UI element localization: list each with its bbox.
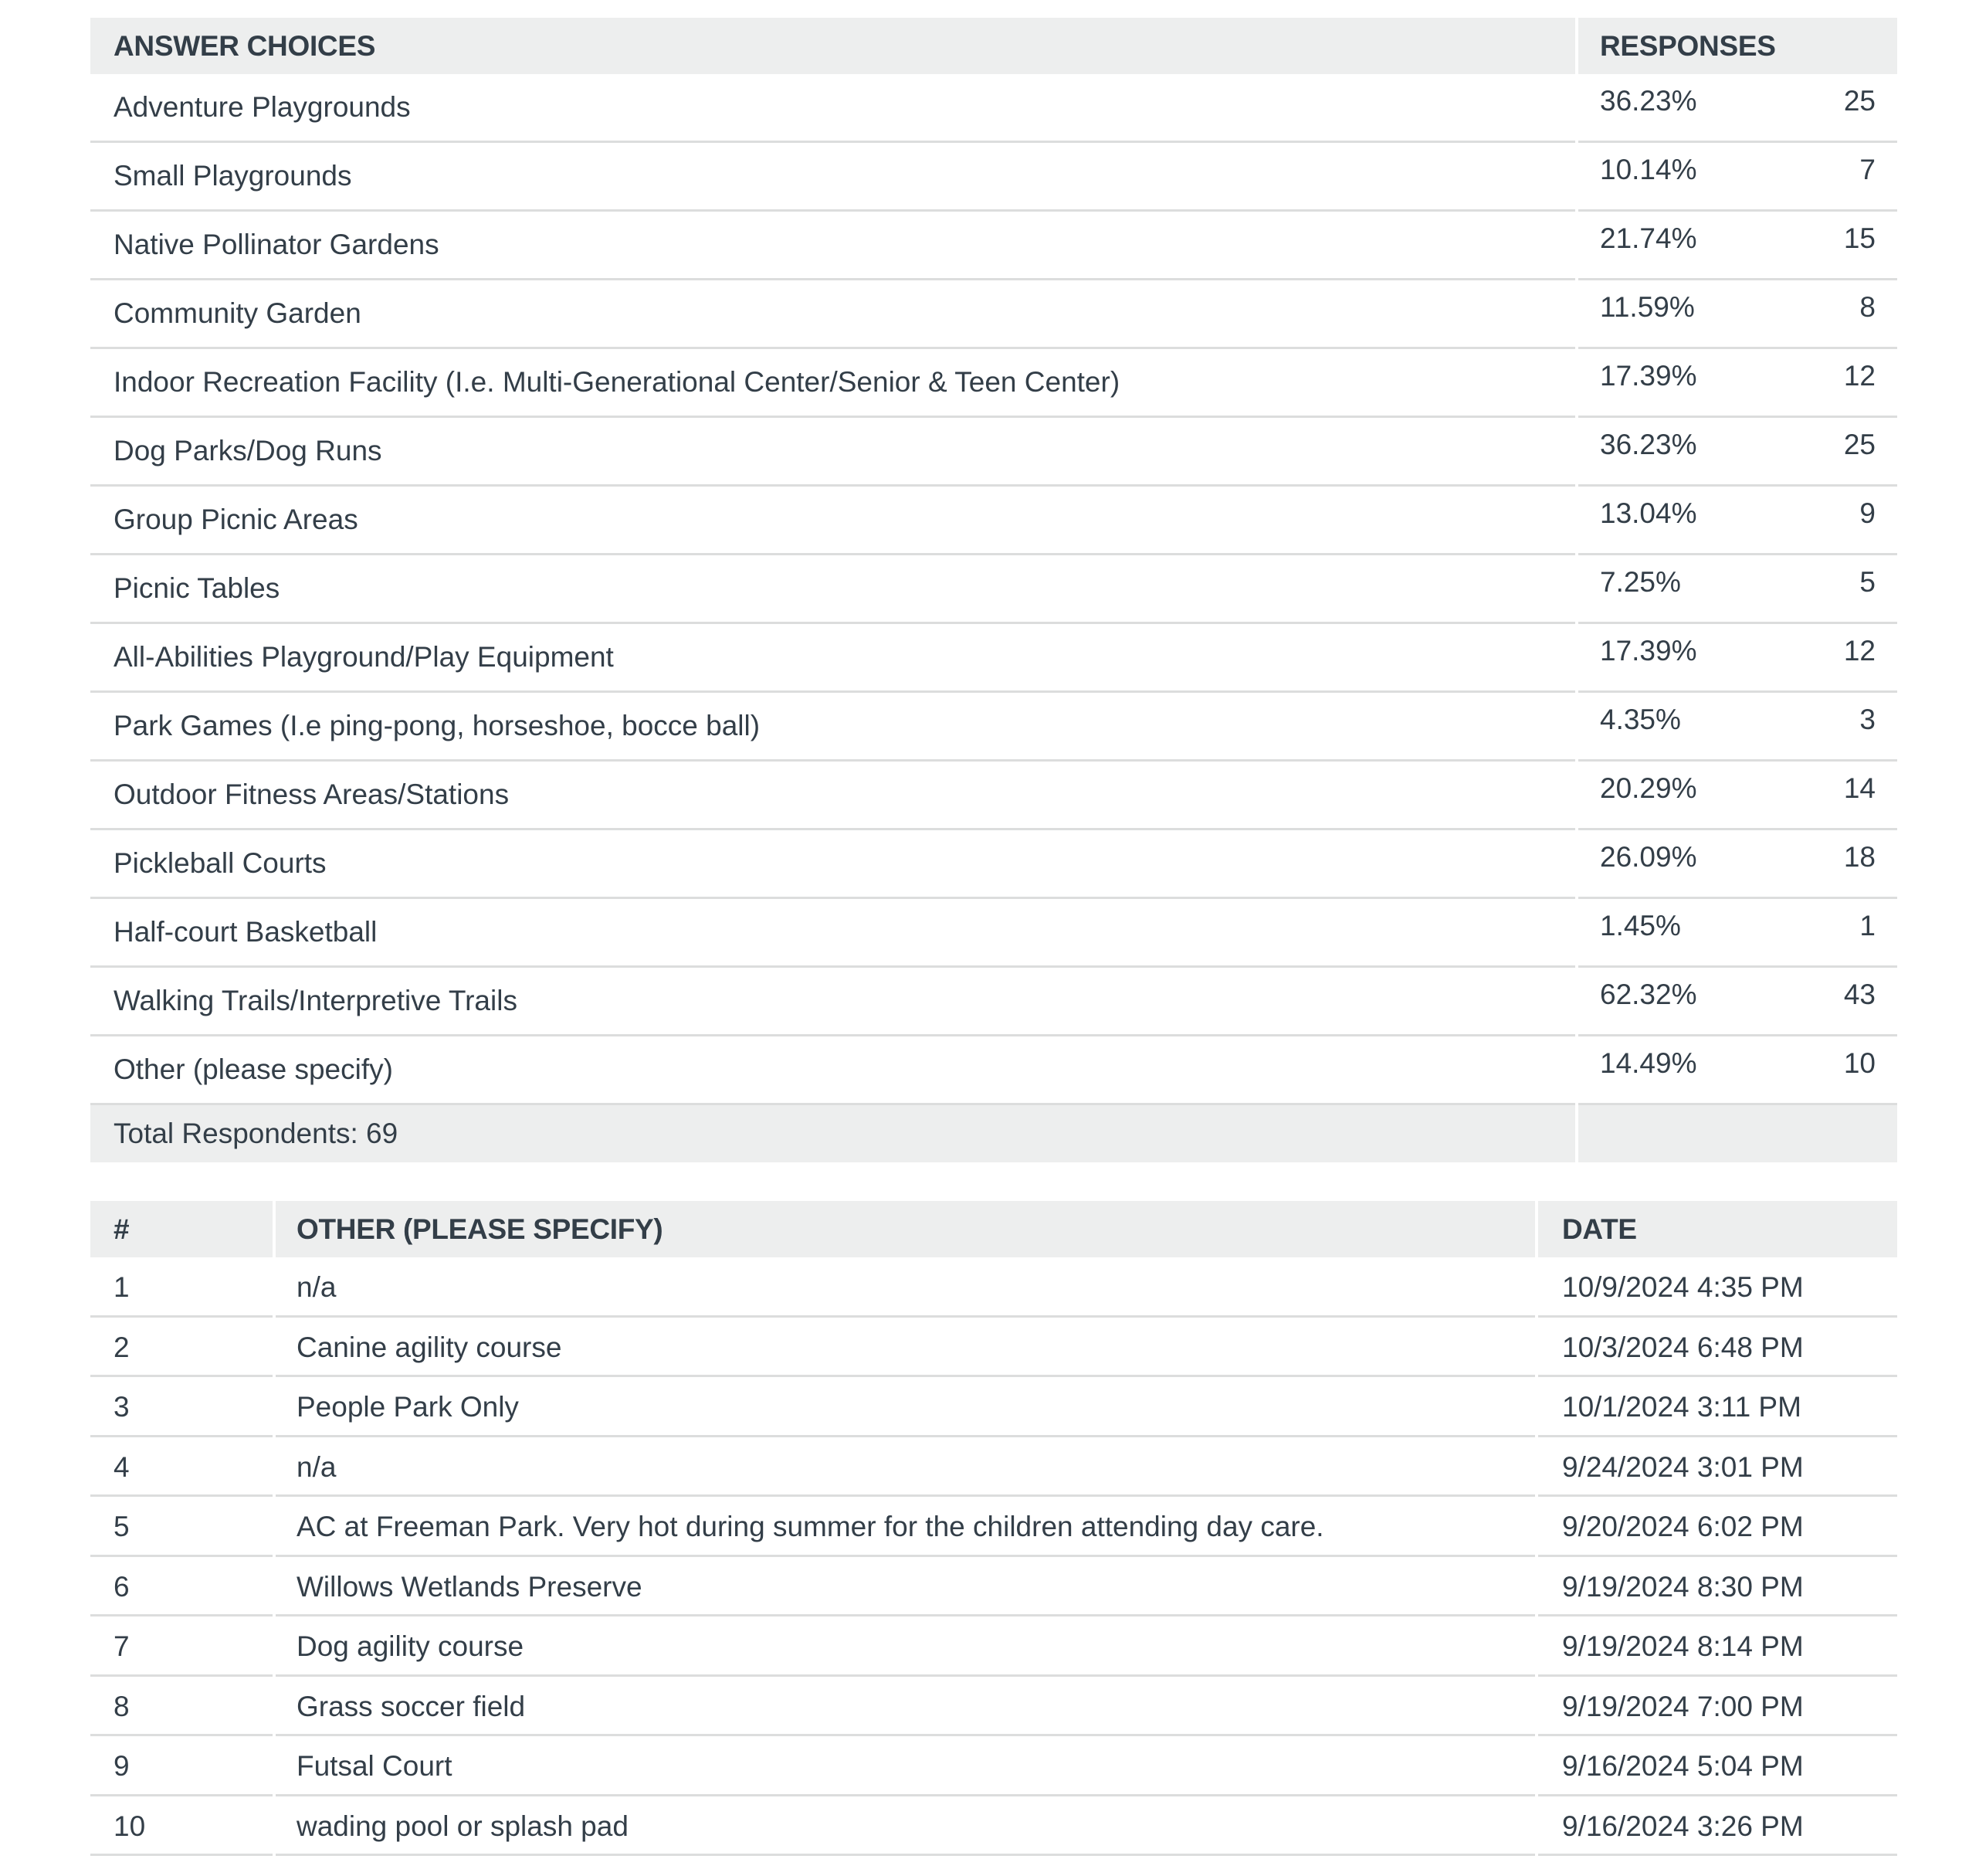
answer-choice-row <box>90 830 1897 899</box>
response-percent: 10.14% <box>1600 154 1697 185</box>
answer-choice-label: Community Garden <box>114 297 361 329</box>
other-response-row <box>90 1557 1897 1617</box>
response-text: Willows Wetlands Preserve <box>297 1570 642 1603</box>
column-divider <box>273 1201 276 1257</box>
response-count: 12 <box>1843 360 1876 392</box>
response-number: 6 <box>114 1570 130 1603</box>
response-count: 7 <box>1859 154 1876 185</box>
response-percent: 17.39% <box>1600 360 1697 392</box>
other-responses-body <box>90 1257 1897 1856</box>
response-text: n/a <box>297 1450 337 1483</box>
answer-choice-label: Park Games (I.e ping-pong, horseshoe, bocce ball) <box>114 710 761 741</box>
response-date: 10/1/2024 3:11 PM <box>1562 1391 1801 1423</box>
answer-choice-row <box>90 624 1897 693</box>
answer-choice-row <box>90 762 1897 830</box>
response-percent: 4.35% <box>1600 704 1681 735</box>
response-percent: 21.74% <box>1600 222 1697 254</box>
response-percent: 14.49% <box>1600 1047 1697 1079</box>
answer-choice-label: All-Abilities Playground/Play Equipment <box>114 641 614 673</box>
answer-choice-row <box>90 418 1897 487</box>
response-text: Canine agility course <box>297 1331 562 1363</box>
other-specify-header: OTHER (PLEASE SPECIFY) <box>297 1213 663 1245</box>
answer-choice-label: Half-court Basketball <box>114 916 378 948</box>
answer-choice-label: Other (please specify) <box>114 1053 393 1085</box>
response-number: 10 <box>114 1810 146 1842</box>
response-date: 10/9/2024 4:35 PM <box>1562 1271 1804 1303</box>
total-respondents: Total Respondents: 69 <box>114 1118 398 1149</box>
answer-choices-header-row <box>90 18 1897 74</box>
answer-choice-row <box>90 555 1897 624</box>
response-count: 5 <box>1859 566 1876 598</box>
answer-choices-body <box>90 74 1897 1105</box>
response-count: 15 <box>1843 222 1876 254</box>
response-text: People Park Only <box>297 1391 519 1423</box>
row-divider <box>90 1854 1897 1856</box>
response-count: 12 <box>1843 635 1876 667</box>
response-number: 1 <box>114 1271 130 1303</box>
response-count: 14 <box>1843 772 1876 804</box>
date-header: DATE <box>1562 1213 1637 1245</box>
response-text: AC at Freeman Park. Very hot during summer for the children attending day care. <box>297 1511 1324 1542</box>
response-percent: 17.39% <box>1600 635 1697 667</box>
response-date: 9/19/2024 8:14 PM <box>1562 1630 1804 1662</box>
response-percent: 36.23% <box>1600 429 1697 460</box>
number-header: # <box>114 1213 130 1245</box>
response-percent: 1.45% <box>1600 910 1681 941</box>
column-divider <box>1535 1201 1538 1257</box>
response-percent: 20.29% <box>1600 772 1697 804</box>
response-count: 43 <box>1843 979 1876 1010</box>
response-date: 9/24/2024 3:01 PM <box>1562 1450 1804 1483</box>
answer-choices-table <box>90 18 1897 1162</box>
response-date: 9/20/2024 6:02 PM <box>1562 1511 1804 1542</box>
response-number: 3 <box>114 1391 130 1423</box>
response-number: 7 <box>114 1630 130 1662</box>
total-respondents-row <box>90 1105 1897 1162</box>
answer-choice-label: Walking Trails/Interpretive Trails <box>114 985 517 1016</box>
answer-choice-row <box>90 349 1897 418</box>
answer-choice-row <box>90 1036 1897 1105</box>
other-response-row <box>90 1257 1897 1318</box>
column-divider <box>1575 1105 1578 1162</box>
response-number: 5 <box>114 1511 130 1542</box>
answer-choice-row <box>90 212 1897 280</box>
other-responses-header-row <box>90 1201 1897 1257</box>
answer-choice-label: Dog Parks/Dog Runs <box>114 435 382 466</box>
response-text: Grass soccer field <box>297 1690 526 1722</box>
response-percent: 36.23% <box>1600 85 1697 117</box>
answer-choice-label: Pickleball Courts <box>114 847 327 879</box>
response-date: 9/19/2024 7:00 PM <box>1562 1690 1804 1722</box>
answer-choice-label: Indoor Recreation Facility (I.e. Multi-Generational Center/Senior & Teen Center) <box>114 366 1120 398</box>
response-count: 18 <box>1843 841 1876 873</box>
other-response-row <box>90 1437 1897 1498</box>
response-date: 10/3/2024 6:48 PM <box>1562 1331 1804 1363</box>
other-response-row <box>90 1796 1897 1857</box>
other-response-row <box>90 1677 1897 1737</box>
response-text: Futsal Court <box>297 1750 452 1782</box>
answer-choice-label: Group Picnic Areas <box>114 504 358 535</box>
response-count: 1 <box>1859 910 1876 941</box>
other-response-row <box>90 1616 1897 1677</box>
response-number: 8 <box>114 1690 130 1722</box>
response-count: 10 <box>1843 1047 1876 1079</box>
answer-choice-row <box>90 899 1897 968</box>
answer-choice-row <box>90 74 1897 143</box>
response-date: 9/19/2024 8:30 PM <box>1562 1570 1804 1603</box>
response-text: Dog agility course <box>297 1630 524 1662</box>
response-count: 25 <box>1843 85 1876 117</box>
response-count: 9 <box>1859 497 1876 529</box>
response-percent: 11.59% <box>1600 291 1695 323</box>
answer-choice-row <box>90 280 1897 349</box>
answer-choice-row <box>90 693 1897 762</box>
answer-choice-row <box>90 968 1897 1036</box>
response-number: 9 <box>114 1750 130 1782</box>
answer-choice-label: Small Playgrounds <box>114 160 352 192</box>
answer-choice-label: Adventure Playgrounds <box>114 91 411 123</box>
other-response-row <box>90 1318 1897 1378</box>
response-percent: 7.25% <box>1600 566 1681 598</box>
column-divider <box>1575 18 1578 74</box>
response-count: 3 <box>1859 704 1876 735</box>
answer-choice-label: Native Pollinator Gardens <box>114 229 439 260</box>
other-response-row <box>90 1736 1897 1796</box>
answer-choice-row <box>90 143 1897 212</box>
response-percent: 62.32% <box>1600 979 1697 1010</box>
responses-header: RESPONSES <box>1600 30 1776 62</box>
response-count: 8 <box>1859 291 1876 323</box>
response-number: 4 <box>114 1450 130 1483</box>
answer-choices-header: ANSWER CHOICES <box>114 30 376 62</box>
other-response-row <box>90 1377 1897 1437</box>
response-number: 2 <box>114 1331 130 1363</box>
response-percent: 13.04% <box>1600 497 1697 529</box>
response-text: n/a <box>297 1271 337 1303</box>
response-date: 9/16/2024 3:26 PM <box>1562 1810 1804 1842</box>
other-response-row <box>90 1497 1897 1557</box>
other-responses-table <box>90 1201 1897 1856</box>
response-percent: 26.09% <box>1600 841 1697 873</box>
answer-choice-label: Picnic Tables <box>114 572 280 604</box>
answer-choice-row <box>90 487 1897 555</box>
response-count: 25 <box>1843 429 1876 460</box>
response-text: wading pool or splash pad <box>297 1810 629 1842</box>
answer-choice-label: Outdoor Fitness Areas/Stations <box>114 779 510 810</box>
response-date: 9/16/2024 5:04 PM <box>1562 1750 1804 1782</box>
